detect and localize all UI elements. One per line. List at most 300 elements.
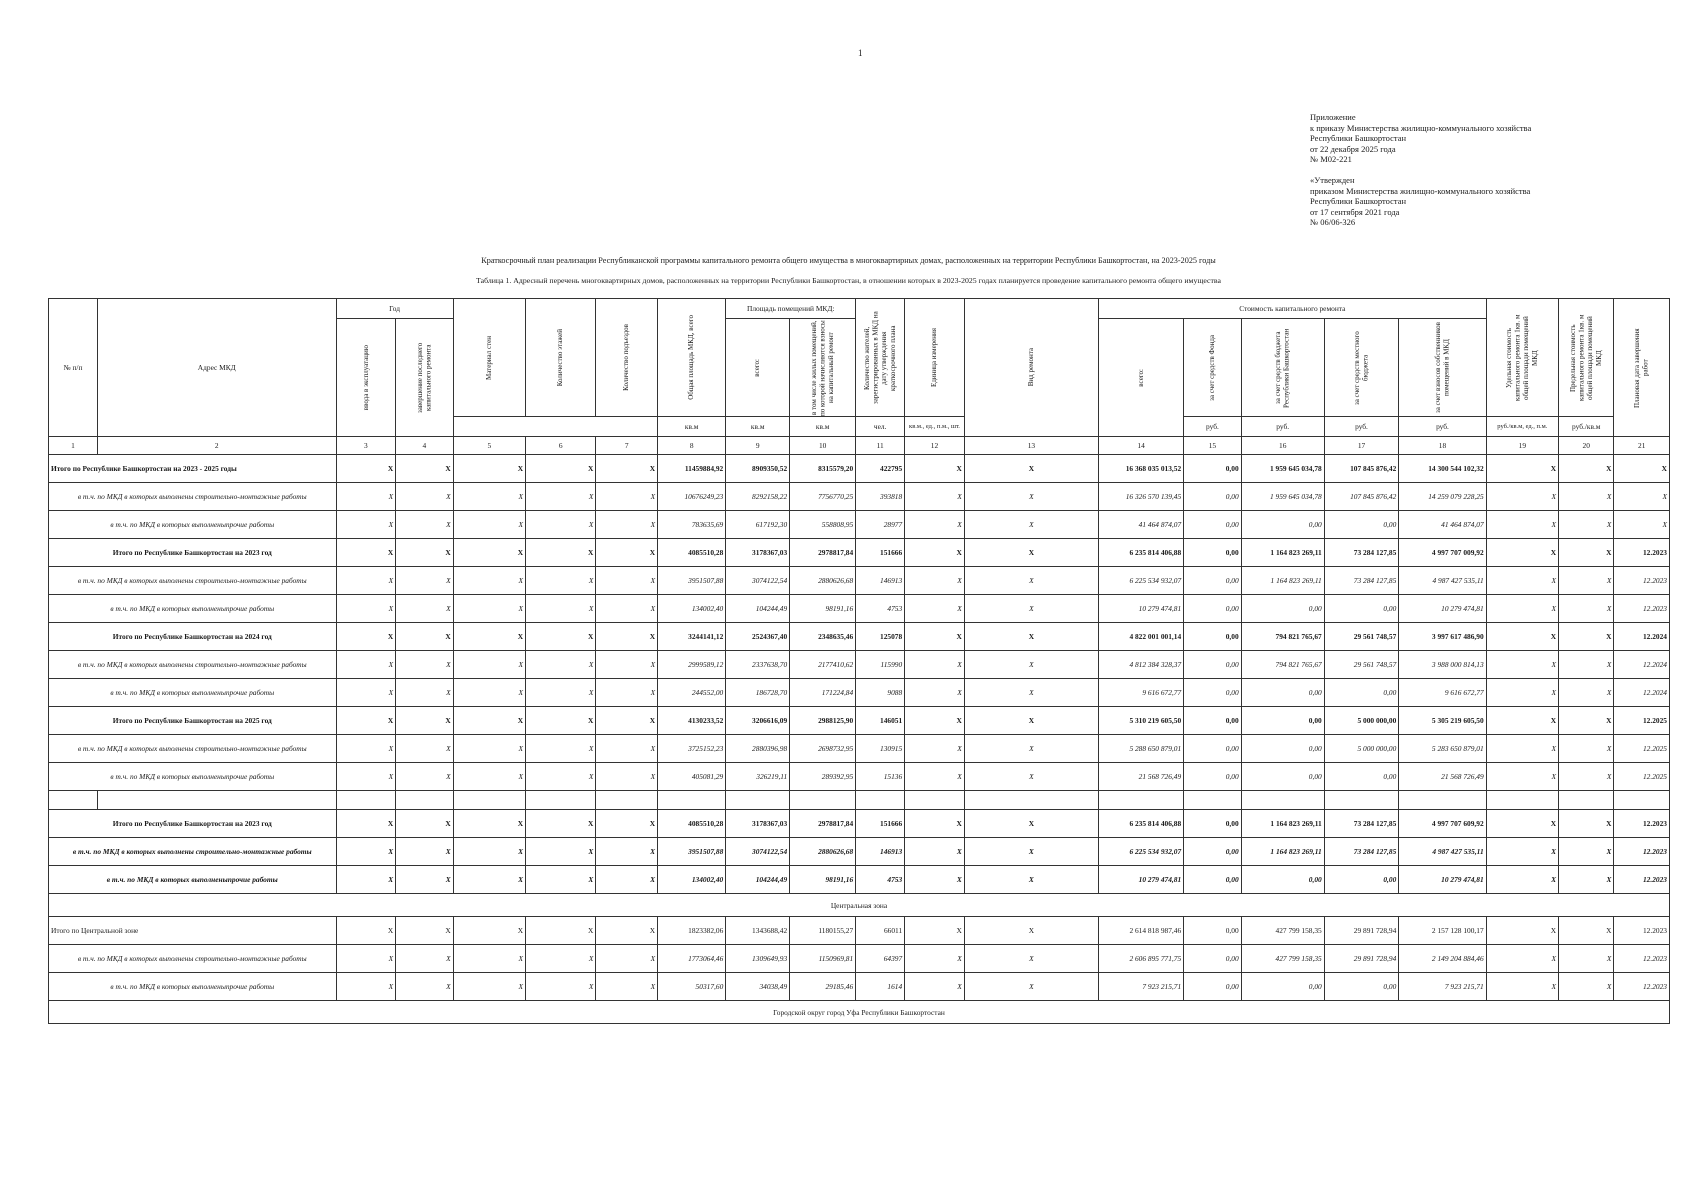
blank-cell <box>726 791 790 810</box>
blank-cell <box>97 791 336 810</box>
cost-total-value: 6 225 534 932,07 <box>1098 567 1183 595</box>
total-area-value: 134002,40 <box>658 595 726 623</box>
capital-repair-table <box>48 298 1670 1024</box>
x-mark: X <box>1559 810 1614 838</box>
x-mark: X <box>1486 511 1558 539</box>
x-mark: X <box>336 945 396 973</box>
x-mark: X <box>396 539 454 567</box>
cost-total-value: 2 614 818 987,46 <box>1098 917 1183 945</box>
col-date-header: Плановая дата завершения работ <box>1614 299 1670 437</box>
planned-date-value: X <box>1614 511 1670 539</box>
unit-rub-17: руб. <box>1324 417 1399 437</box>
appendix-line: Республики Башкортостан <box>1310 196 1407 207</box>
x-mark: X <box>1559 763 1614 791</box>
planned-date-value: 12.2024 <box>1614 679 1670 707</box>
x-mark: X <box>1486 945 1558 973</box>
fund-value: 0,00 <box>1184 539 1242 567</box>
residents-value: 1614 <box>856 973 905 1001</box>
residents-value: 130915 <box>856 735 905 763</box>
col-total-area-header: Общая площадь МКД, всего <box>658 299 726 417</box>
fund-value: 0,00 <box>1184 679 1242 707</box>
x-mark: X <box>1486 651 1558 679</box>
x-mark: X <box>526 735 596 763</box>
planned-date-value: 12.2023 <box>1614 567 1670 595</box>
x-mark: X <box>596 707 658 735</box>
x-mark: X <box>596 917 658 945</box>
premises-area-value: 2524367,40 <box>726 623 790 651</box>
cost-total-value: 16 368 035 013,52 <box>1098 455 1183 483</box>
local-budget-value: 29 891 728,94 <box>1324 917 1399 945</box>
row-label: в т.ч. по МКД в которых выполнены строительно-монтажные работы <box>49 483 337 511</box>
x-mark: X <box>453 567 525 595</box>
owners-value: 2 149 204 884,46 <box>1399 945 1486 973</box>
x-mark: X <box>453 511 525 539</box>
local-budget-value: 29 561 748,57 <box>1324 651 1399 679</box>
republic-budget-value: 427 799 158,35 <box>1241 945 1324 973</box>
x-mark: X <box>964 679 1098 707</box>
x-mark: X <box>453 945 525 973</box>
blank-cell <box>964 791 1098 810</box>
total-area-value: 134002,40 <box>658 866 726 894</box>
column-number: 16 <box>1241 437 1324 455</box>
x-mark: X <box>453 735 525 763</box>
x-mark: X <box>905 810 965 838</box>
total-area-value: 244552,00 <box>658 679 726 707</box>
table-row <box>49 791 1670 810</box>
residents-value: 422795 <box>856 455 905 483</box>
col-unit-cost-header: Удельная стоимость капитального ремонта 1кв. м общей площади помещений МКД <box>1486 299 1558 417</box>
planned-date-value: 12.2023 <box>1614 973 1670 1001</box>
fee-area-value: 1180155,27 <box>790 917 856 945</box>
owners-value: 7 923 215,71 <box>1399 973 1486 1001</box>
blank-cell <box>336 791 396 810</box>
x-mark: X <box>596 735 658 763</box>
premises-area-value: 2337638,70 <box>726 651 790 679</box>
x-mark: X <box>526 707 596 735</box>
x-mark: X <box>905 735 965 763</box>
fee-area-value: 1150969,81 <box>790 945 856 973</box>
row-label: в т.ч. по МКД в которых выполнены строительно-монтажные работы <box>49 567 337 595</box>
cost-total-value: 5 288 650 879,01 <box>1098 735 1183 763</box>
residents-value: 15136 <box>856 763 905 791</box>
republic-budget-value: 1 959 645 034,78 <box>1241 455 1324 483</box>
owners-value: 21 568 726,49 <box>1399 763 1486 791</box>
x-mark: X <box>1559 539 1614 567</box>
planned-date-value: 12.2023 <box>1614 917 1670 945</box>
table-row <box>49 1001 1670 1024</box>
x-mark: X <box>336 810 396 838</box>
planned-date-value: X <box>1614 483 1670 511</box>
republic-budget-value: 427 799 158,35 <box>1241 917 1324 945</box>
premises-area-value: 1309649,93 <box>726 945 790 973</box>
column-number: 11 <box>856 437 905 455</box>
planned-date-value: 12.2024 <box>1614 651 1670 679</box>
republic-budget-value: 1 164 823 269,11 <box>1241 838 1324 866</box>
x-mark: X <box>596 973 658 1001</box>
x-mark: X <box>596 483 658 511</box>
x-mark: X <box>396 810 454 838</box>
premises-area-value: 104244,49 <box>726 866 790 894</box>
col-residents-header: Количество жителей, зарегистрированных в МКД на дату утверждения краткосрочного плана <box>856 299 905 417</box>
x-mark: X <box>964 595 1098 623</box>
zone-header: Центральная зона <box>49 894 1670 917</box>
total-area-value: 3725152,23 <box>658 735 726 763</box>
total-area-value: 4085510,28 <box>658 810 726 838</box>
x-mark: X <box>336 539 396 567</box>
row-label: в т.ч. по МКД в которых выполнены строительно-монтажные работы <box>49 838 337 866</box>
x-mark: X <box>596 810 658 838</box>
table-title: Таблица 1. Адресный перечень многоквартирных домов, расположенных на территории Республики Башкортостан, в отношении которых в 2023-2025 годах планируется проведение капитального ремонта общего имущества <box>476 276 1221 285</box>
column-number: 8 <box>658 437 726 455</box>
column-number: 18 <box>1399 437 1486 455</box>
fund-value: 0,00 <box>1184 455 1242 483</box>
unit-area-2: кв.м <box>726 417 790 437</box>
blank-cell <box>905 791 965 810</box>
owners-value: 2 157 128 100,17 <box>1399 917 1486 945</box>
column-number: 4 <box>396 437 454 455</box>
x-mark: X <box>1559 735 1614 763</box>
planned-date-value: 12.2024 <box>1614 623 1670 651</box>
col-address-header: Адрес МКД <box>97 299 336 437</box>
fee-area-value: 558808,95 <box>790 511 856 539</box>
local-budget-value: 29 891 728,94 <box>1324 945 1399 973</box>
x-mark: X <box>336 866 396 894</box>
residents-value: 146051 <box>856 707 905 735</box>
fee-area-value: 2988125,90 <box>790 707 856 735</box>
x-mark: X <box>1559 651 1614 679</box>
cost-total-value: 4 822 001 001,14 <box>1098 623 1183 651</box>
x-mark: X <box>1486 455 1558 483</box>
col-owners-header: за счет взносов собственников помещений в МКД <box>1399 319 1486 417</box>
total-area-value: 10676249,23 <box>658 483 726 511</box>
residents-value: 151666 <box>856 539 905 567</box>
republic-budget-value: 0,00 <box>1241 866 1324 894</box>
blank-cell <box>1241 791 1324 810</box>
fee-area-value: 2698732,95 <box>790 735 856 763</box>
unit-area-3: кв.м <box>790 417 856 437</box>
fee-area-value: 98191,16 <box>790 866 856 894</box>
x-mark: X <box>1486 567 1558 595</box>
x-mark: X <box>596 539 658 567</box>
x-mark: X <box>396 651 454 679</box>
premises-area-value: 3074122,54 <box>726 838 790 866</box>
row-label: в т.ч. по МКД в которых выполнены строительно-монтажные работы <box>49 651 337 679</box>
x-mark: X <box>526 973 596 1001</box>
column-number: 3 <box>336 437 396 455</box>
table-row <box>49 838 1670 866</box>
col-wall-header: Материал стен <box>453 299 525 417</box>
x-mark: X <box>964 973 1098 1001</box>
x-mark: X <box>964 707 1098 735</box>
x-mark: X <box>964 539 1098 567</box>
x-mark: X <box>526 455 596 483</box>
total-area-value: 4085510,28 <box>658 539 726 567</box>
x-mark: X <box>526 810 596 838</box>
x-mark: X <box>336 595 396 623</box>
x-mark: X <box>1486 707 1558 735</box>
residents-value: 64397 <box>856 945 905 973</box>
appendix-line: приказом Министерства жилищно-коммунального хозяйства <box>1310 185 1531 196</box>
x-mark: X <box>526 595 596 623</box>
col-commission-header: ввода в эксплуатацию <box>336 319 396 437</box>
total-area-value: 3951507,88 <box>658 838 726 866</box>
owners-value: 5 305 219 605,50 <box>1399 707 1486 735</box>
x-mark: X <box>526 567 596 595</box>
republic-budget-value: 0,00 <box>1241 595 1324 623</box>
x-mark: X <box>1559 866 1614 894</box>
fund-value: 0,00 <box>1184 866 1242 894</box>
total-area-value: 405081,29 <box>658 763 726 791</box>
column-number: 7 <box>596 437 658 455</box>
column-number: 13 <box>964 437 1098 455</box>
blank-cell <box>1098 791 1183 810</box>
republic-budget-value: 794 821 765,67 <box>1241 623 1324 651</box>
local-budget-value: 73 284 127,85 <box>1324 567 1399 595</box>
total-area-value: 1823382,06 <box>658 917 726 945</box>
republic-budget-value: 1 164 823 269,11 <box>1241 810 1324 838</box>
x-mark: X <box>453 866 525 894</box>
x-mark: X <box>1486 973 1558 1001</box>
row-label: Итого по Республике Башкортостан на 2025 год <box>49 707 337 735</box>
total-area-value: 2999589,12 <box>658 651 726 679</box>
x-mark: X <box>526 917 596 945</box>
x-mark: X <box>905 623 965 651</box>
x-mark: X <box>905 483 965 511</box>
x-mark: X <box>1559 973 1614 1001</box>
x-mark: X <box>396 838 454 866</box>
owners-value: 4 987 427 535,11 <box>1399 838 1486 866</box>
premises-area-value: 104244,49 <box>726 595 790 623</box>
x-mark: X <box>336 973 396 1001</box>
blank-cell <box>1184 791 1242 810</box>
unit-rub-sqm-2: руб./кв.м <box>1559 417 1614 437</box>
table-row <box>49 763 1670 791</box>
owners-value: 9 616 672,77 <box>1399 679 1486 707</box>
premises-area-value: 3074122,54 <box>726 567 790 595</box>
owners-value: 3 997 617 486,90 <box>1399 623 1486 651</box>
fund-value: 0,00 <box>1184 595 1242 623</box>
x-mark: X <box>1486 483 1558 511</box>
x-mark: X <box>336 651 396 679</box>
residents-value: 115990 <box>856 651 905 679</box>
total-area-value: 3951507,88 <box>658 567 726 595</box>
total-area-value: 3244141,12 <box>658 623 726 651</box>
col-entrances-header: Количество подъездов <box>596 299 658 417</box>
x-mark: X <box>596 679 658 707</box>
col-unit-header: Единица измерения <box>905 299 965 417</box>
x-mark: X <box>453 539 525 567</box>
table-row <box>49 735 1670 763</box>
appendix-line: от 17 сентября 2021 года <box>1310 206 1400 217</box>
residents-value: 151666 <box>856 810 905 838</box>
col-cost-header: Стоимость капитального ремонта <box>1098 299 1486 319</box>
zone-header: Городской округ город Уфа Республики Башкортостан <box>49 1001 1670 1024</box>
x-mark: X <box>1486 595 1558 623</box>
appendix-line: Республики Башкортостан <box>1310 133 1407 144</box>
row-label: Итого по Республике Башкортостан на 2024 год <box>49 623 337 651</box>
fund-value: 0,00 <box>1184 810 1242 838</box>
table-row <box>49 595 1670 623</box>
owners-value: 4 997 707 009,92 <box>1399 539 1486 567</box>
x-mark: X <box>336 838 396 866</box>
x-mark: X <box>964 763 1098 791</box>
republic-budget-value: 0,00 <box>1241 763 1324 791</box>
republic-budget-value: 1 959 645 034,78 <box>1241 483 1324 511</box>
owners-value: 4 987 427 535,11 <box>1399 567 1486 595</box>
x-mark: X <box>905 763 965 791</box>
planned-date-value: 12.2023 <box>1614 595 1670 623</box>
x-mark: X <box>336 567 396 595</box>
x-mark: X <box>964 810 1098 838</box>
x-mark: X <box>336 483 396 511</box>
column-number: 15 <box>1184 437 1242 455</box>
blank-cell <box>49 791 98 810</box>
fee-area-value: 98191,16 <box>790 595 856 623</box>
x-mark: X <box>453 483 525 511</box>
local-budget-value: 0,00 <box>1324 679 1399 707</box>
col-area-total-header: всего: <box>726 319 790 417</box>
x-mark: X <box>905 973 965 1001</box>
fund-value: 0,00 <box>1184 973 1242 1001</box>
x-mark: X <box>396 735 454 763</box>
x-mark: X <box>526 483 596 511</box>
column-number: 14 <box>1098 437 1183 455</box>
planned-date-value: 12.2025 <box>1614 707 1670 735</box>
owners-value: 14 259 079 228,25 <box>1399 483 1486 511</box>
fee-area-value: 8315579,20 <box>790 455 856 483</box>
x-mark: X <box>596 455 658 483</box>
republic-budget-value: 0,00 <box>1241 707 1324 735</box>
premises-area-value: 186728,70 <box>726 679 790 707</box>
cost-total-value: 7 923 215,71 <box>1098 973 1183 1001</box>
x-mark: X <box>396 623 454 651</box>
cost-total-value: 2 606 895 771,75 <box>1098 945 1183 973</box>
x-mark: X <box>396 679 454 707</box>
unit-area: кв.м <box>658 417 726 437</box>
x-mark: X <box>964 651 1098 679</box>
cost-total-value: 41 464 874,07 <box>1098 511 1183 539</box>
x-mark: X <box>1559 567 1614 595</box>
x-mark: X <box>453 810 525 838</box>
x-mark: X <box>905 511 965 539</box>
republic-budget-value: 794 821 765,67 <box>1241 651 1324 679</box>
x-mark: X <box>1486 623 1558 651</box>
appendix-line: № М02-221 <box>1310 154 1352 165</box>
unit-rub-sqm: руб./кв.м, ед., п.м. <box>1486 417 1558 437</box>
cost-total-value: 10 279 474,81 <box>1098 595 1183 623</box>
col-cost-total-header: всего: <box>1098 319 1183 437</box>
x-mark: X <box>596 651 658 679</box>
x-mark: X <box>964 945 1098 973</box>
x-mark: X <box>964 866 1098 894</box>
x-mark: X <box>964 567 1098 595</box>
x-mark: X <box>1559 707 1614 735</box>
local-budget-value: 5 000 000,00 <box>1324 707 1399 735</box>
x-mark: X <box>1486 917 1558 945</box>
row-label: в т.ч. по МКД в которых выполненыпрочие работы <box>49 866 337 894</box>
x-mark: X <box>905 838 965 866</box>
x-mark: X <box>964 455 1098 483</box>
blank-cell <box>790 791 856 810</box>
column-number: 12 <box>905 437 965 455</box>
appendix-line <box>1310 165 1531 175</box>
x-mark: X <box>964 623 1098 651</box>
appendix-line: «Утвержден <box>1310 174 1355 185</box>
table-row <box>49 483 1670 511</box>
col-area-fee-header: в том числе жилых помещений, по которой начисляются взносы на капитальный ремонт <box>790 319 856 417</box>
fund-value: 0,00 <box>1184 707 1242 735</box>
table-row <box>49 511 1670 539</box>
fund-value: 0,00 <box>1184 917 1242 945</box>
x-mark: X <box>905 866 965 894</box>
blank-cell <box>856 791 905 810</box>
x-mark: X <box>1559 595 1614 623</box>
local-budget-value: 0,00 <box>1324 595 1399 623</box>
row-label: в т.ч. по МКД в которых выполненыпрочие работы <box>49 595 337 623</box>
local-budget-value: 73 284 127,85 <box>1324 539 1399 567</box>
fee-area-value: 2177410,62 <box>790 651 856 679</box>
premises-area-value: 34038,49 <box>726 973 790 1001</box>
col-fund-header: за счет средств Фонда <box>1184 319 1242 417</box>
x-mark: X <box>905 707 965 735</box>
x-mark: X <box>453 763 525 791</box>
owners-value: 3 988 000 814,13 <box>1399 651 1486 679</box>
local-budget-value: 0,00 <box>1324 763 1399 791</box>
table-row <box>49 567 1670 595</box>
x-mark: X <box>453 455 525 483</box>
residents-value: 393818 <box>856 483 905 511</box>
x-mark: X <box>526 945 596 973</box>
blank-cell <box>1486 791 1558 810</box>
row-label: Итого по Республике Башкортостан на 2023 год <box>49 539 337 567</box>
x-mark: X <box>905 945 965 973</box>
x-mark: X <box>596 838 658 866</box>
blank-cell <box>1559 791 1614 810</box>
x-mark: X <box>905 595 965 623</box>
local-budget-value: 0,00 <box>1324 511 1399 539</box>
x-mark: X <box>396 567 454 595</box>
cost-total-value: 5 310 219 605,50 <box>1098 707 1183 735</box>
premises-area-value: 2880396,98 <box>726 735 790 763</box>
row-label: в т.ч. по МКД в которых выполнены строительно-монтажные работы <box>49 945 337 973</box>
x-mark: X <box>453 679 525 707</box>
unit-rub-18: руб. <box>1399 417 1486 437</box>
fund-value: 0,00 <box>1184 651 1242 679</box>
column-number: 2 <box>97 437 336 455</box>
col-year-header: Год <box>336 299 453 319</box>
row-label: Итого по Центральной зоне <box>49 917 337 945</box>
x-mark: X <box>336 455 396 483</box>
x-mark: X <box>1559 838 1614 866</box>
x-mark: X <box>453 917 525 945</box>
x-mark: X <box>1559 455 1614 483</box>
table-row <box>49 945 1670 973</box>
row-label: в т.ч. по МКД в которых выполненыпрочие работы <box>49 511 337 539</box>
owners-value: 41 464 874,07 <box>1399 511 1486 539</box>
x-mark: X <box>336 917 396 945</box>
x-mark: X <box>1559 511 1614 539</box>
column-number: 6 <box>526 437 596 455</box>
local-budget-value: 0,00 <box>1324 973 1399 1001</box>
cost-total-value: 6 235 814 406,88 <box>1098 539 1183 567</box>
planned-date-value: 12.2023 <box>1614 810 1670 838</box>
planned-date-value: X <box>1614 455 1670 483</box>
x-mark: X <box>1559 623 1614 651</box>
premises-area-value: 326219,11 <box>726 763 790 791</box>
total-area-value: 50317,60 <box>658 973 726 1001</box>
republic-budget-value: 0,00 <box>1241 973 1324 1001</box>
owners-value: 4 997 707 609,92 <box>1399 810 1486 838</box>
